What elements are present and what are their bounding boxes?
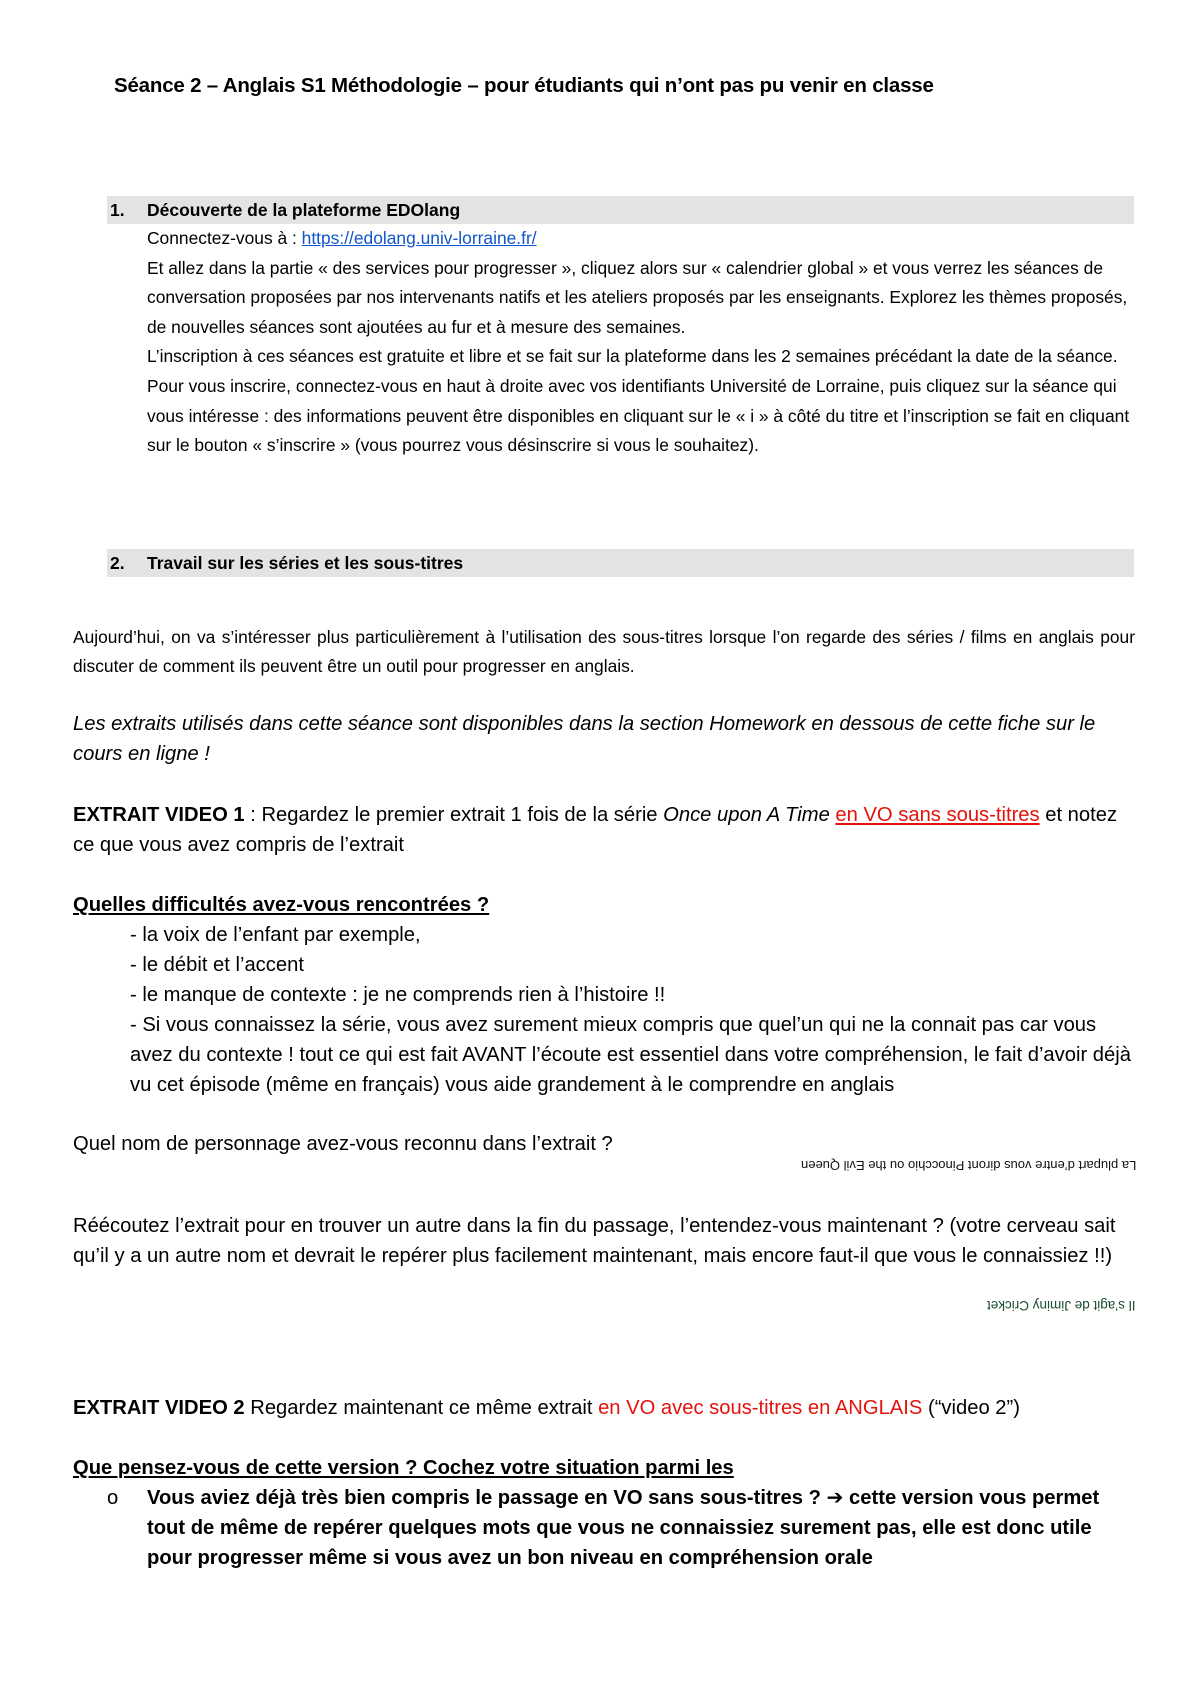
section-1-paragraph-2: L’inscription à ces séances est gratuite et libre et se fait sur la plateforme dans les 2 semaines précédant la date de la séance. Pour vous inscrire, connectez-vous en haut à droite avec vos identifiants Université de Lorraine, puis cliquez sur la séance qui vous intéresse : des informations peuvent être disponibles en cliquant sur le « i » à côté du titre et l’inscription se fait en cliquant sur le bouton « s’inscrire » (vous pourrez vous désinscrire si vous le souhaitez).	[147, 346, 1130, 456]
flipped-answer-other-name: Il s’agit de Jiminy Cricket	[987, 1298, 1136, 1313]
video-2-highlight: en VO avec sous-titres en ANGLAIS	[598, 1397, 923, 1419]
section-1-number: 1.	[110, 200, 125, 220]
intro-paragraph: Aujourd’hui, on va s’intéresser plus particulièrement à l’utilisation des sous-titres lorsque l’on regarde des séries / films en anglais pour discuter de comment ils peuvent être un outil pour progresser en anglais.	[73, 627, 1135, 676]
version-question: Que pensez-vous de cette version ? Cochez votre situation parmi les	[73, 1457, 734, 1479]
section-2-title: Travail sur les séries et les sous-titres	[147, 553, 464, 573]
video-2-label: EXTRAIT VIDEO 2	[73, 1397, 245, 1419]
italic-note: Les extraits utilisés dans cette séance sont disponibles dans la section Homework en dessous de cette fiche sur le cours en ligne !	[73, 713, 1096, 765]
option-1-item	[107, 1483, 1135, 1573]
section-1-heading	[107, 196, 1134, 224]
video-2-text-a: Regardez maintenant ce même extrait	[244, 1397, 599, 1419]
difficulties-list	[130, 920, 1135, 1100]
difficulty-item: - le débit et l’accent	[130, 954, 304, 976]
video-1-paragraph	[73, 800, 1135, 860]
video-1-highlight: en VO sans sous-titres	[835, 804, 1040, 826]
flipped-answer-character: La plupart d’entre vous diront Pinocchio ou the Evil Queen	[800, 1158, 1136, 1173]
difficulty-item: - Si vous connaissez la série, vous avez surement mieux compris que quel’un qui ne la connait pas car vous avez du contexte ! tout ce qui est fait AVANT l’écoute est essentiel dans votre compréhension, le fait d’avoir déjà vu cet épisode (même en français) vous aide grandement à le comprendre en anglais	[130, 1014, 1131, 1096]
video-2-paragraph	[73, 1393, 1135, 1423]
circle-bullet-icon: o	[107, 1487, 119, 1509]
video-1-label: EXTRAIT VIDEO 1	[73, 804, 245, 826]
difficulties-heading: Quelles difficultés avez-vous rencontrées ?	[73, 894, 490, 916]
video-1-text-b: et notez ce que vous avez compris de l’extrait	[73, 804, 1118, 856]
difficulty-item: - le manque de contexte : je ne comprends rien à l’histoire !!	[130, 984, 666, 1006]
section-2-heading	[107, 549, 1134, 577]
edolang-link[interactable]: https://edolang.univ-lorraine.fr/	[301, 228, 537, 248]
arrow-right-icon: ➔	[826, 1487, 844, 1509]
section-2-number: 2.	[110, 553, 125, 573]
difficulty-item: - la voix de l’enfant par exemple,	[130, 924, 421, 946]
section-1-title: Découverte de la plateforme EDOlang	[147, 200, 461, 220]
connect-line	[147, 224, 1135, 254]
video-1-text-a: : Regardez le premier extrait 1 fois de la série	[244, 804, 664, 826]
option-1-text-a: Vous aviez déjà très bien compris le passage en VO sans sous-titres ?	[147, 1487, 827, 1509]
option-1-text-b: cette version vous permet tout de même de repérer quelques mots que vous ne connaissiez surement pas, elle est donc utile pour progresser même si vous avez un bon niveau en compréhension orale	[147, 1487, 1100, 1569]
video-2-text-b: (“video 2”)	[922, 1397, 1020, 1419]
video-1-series: Once upon A Time	[663, 804, 830, 826]
question-character-name: Quel nom de personnage avez-vous reconnu dans l’extrait ?	[73, 1133, 613, 1155]
option-1-text	[147, 1483, 1135, 1573]
section-1-body	[147, 224, 1135, 461]
section-1-paragraph-1: Et allez dans la partie « des services pour progresser », cliquez alors sur « calendrier global » et vous verrez les séances de conversation proposées par nos intervenants natifs et les ateliers proposés par les enseignants. Explorez les thèmes proposés, de nouvelles séances sont ajoutées au fur et à mesure des semaines.	[147, 257, 1128, 337]
connect-prefix: Connectez-vous à :	[147, 228, 302, 248]
page-title: Séance 2 – Anglais S1 Méthodologie – pour étudiants qui n’ont pas pu venir en classe	[114, 74, 934, 97]
reecoutez-paragraph: Réécoutez l’extrait pour en trouver un autre dans la fin du passage, l’entendez-vous maintenant ? (votre cerveau sait qu’il y a un autre nom et devrait le repérer plus facilement maintenant, mais encore faut-il que vous le connaissiez !!)	[73, 1215, 1116, 1267]
